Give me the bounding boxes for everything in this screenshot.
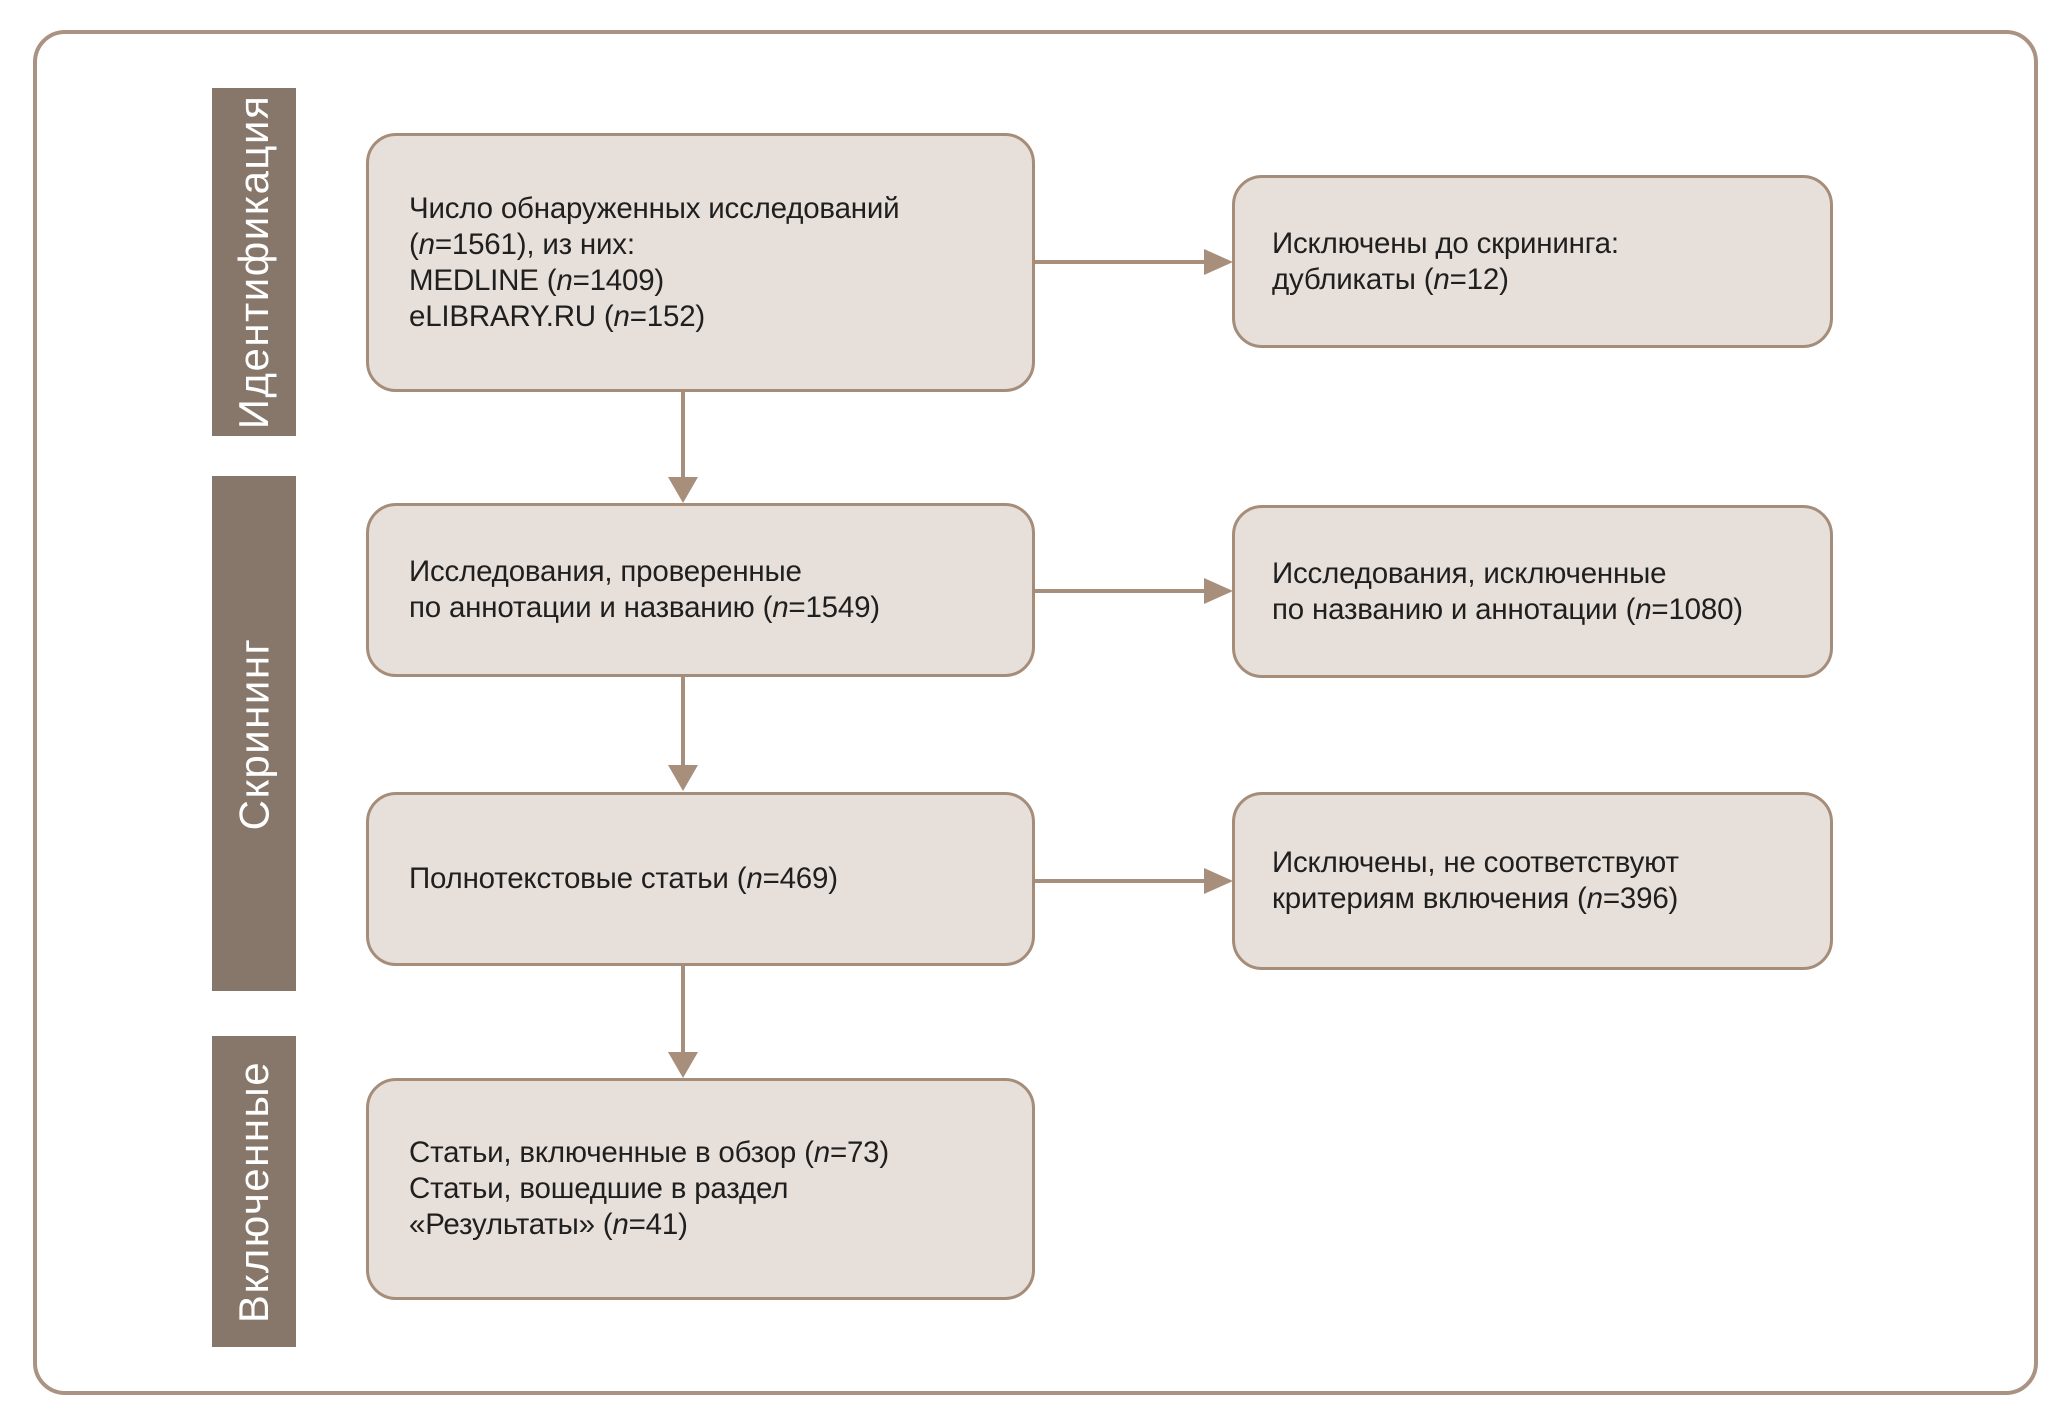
box-text-line: Исключены, не соответствуют [1272, 846, 1679, 879]
box-text-line: критериям включения (n=396) [1272, 882, 1679, 915]
box-text-line: Статьи, вошедшие в раздел [409, 1172, 789, 1205]
box-records-identified [366, 133, 1035, 392]
right-arrowhead-icon [1204, 578, 1233, 604]
box-text-line: по названию и аннотации (n=1080) [1272, 592, 1743, 626]
box-text-line: дубликаты (n=12) [1272, 262, 1509, 296]
box-text-line: MEDLINE (n=1409) [409, 263, 665, 297]
box-included-articles [366, 1078, 1035, 1300]
box-text-line: по аннотации и названию (n=1549) [409, 591, 880, 624]
box-text-line: Исследования, проверенные [409, 555, 802, 588]
right-arrowhead-icon [1204, 249, 1233, 275]
box-fulltext-articles [366, 792, 1035, 966]
box-text-line: Исследования, исключенные [1272, 556, 1667, 590]
stage-label-included: Включенные [230, 1060, 277, 1323]
box-text-line: Число обнаруженных исследований [409, 191, 900, 225]
right-arrowhead-icon [1204, 868, 1233, 894]
arrow-shaft [681, 392, 685, 478]
arrow-shaft [681, 966, 685, 1053]
stage-bar-screening [212, 476, 296, 991]
stage-label-identification: Идентификация [230, 94, 278, 430]
box-text-line: Статьи, включенные в обзор (n=73) [409, 1136, 890, 1169]
box-text-line: (n=1561), из них: [409, 227, 635, 261]
arrow-shaft [1035, 589, 1207, 593]
stage-bar-included [212, 1036, 296, 1347]
box-text-line: Полнотекстовые статьи (n=469) [409, 862, 838, 895]
down-arrowhead-icon [668, 1052, 698, 1078]
arrow-shaft [681, 677, 685, 766]
down-arrowhead-icon [668, 765, 698, 791]
stage-bar-identification [212, 88, 296, 436]
box-text-line: Исключены до скрининга: [1272, 226, 1619, 260]
box-text-line: eLIBRARY.RU (n=152) [409, 299, 706, 333]
arrow-shaft [1035, 260, 1207, 264]
box-records-screened [366, 503, 1035, 677]
box-text-line: «Результаты» (n=41) [409, 1208, 688, 1241]
box-excluded-by-title-abstract [1232, 505, 1833, 678]
box-excluded-not-meeting-criteria [1232, 792, 1833, 970]
arrow-shaft [1035, 879, 1207, 883]
stage-label-screening: Скрининг [230, 637, 278, 830]
down-arrowhead-icon [668, 477, 698, 503]
box-excluded-before-screening [1232, 175, 1833, 348]
